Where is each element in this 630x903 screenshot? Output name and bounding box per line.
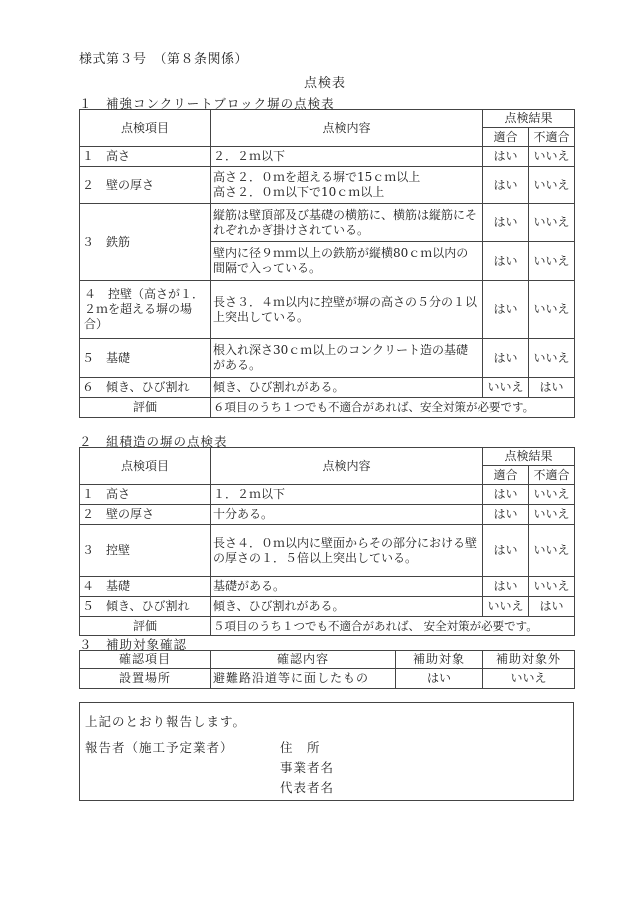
row-item: ４ 控壁（高さが１．２ｍを超える塀の場合） <box>80 281 211 339</box>
representative-name-label: 代表者名 <box>280 780 335 795</box>
row-content: 縦筋は壁頂部及び基礎の横筋に、横筋は縦筋にそれぞれかぎ掛けされている。 <box>211 204 483 242</box>
row-ng: はい <box>529 378 575 398</box>
row-item: ５ 基礎 <box>80 339 211 378</box>
row-content: 長さ４．０ｍ以内に壁面からその部分における壁の厚さの１．５倍以上突出している。 <box>211 525 483 577</box>
row-content: １．２ｍ以下 <box>211 485 483 505</box>
row-item: ２ 壁の厚さ <box>80 167 211 204</box>
row-item: ５ 傾き、ひび割れ <box>80 597 211 617</box>
table-row <box>80 204 575 242</box>
col-header-ineligible: 補助対象外 <box>483 651 575 669</box>
col-header-content: 点検内容 <box>211 448 483 485</box>
row-content <box>211 167 483 204</box>
table-row <box>80 485 575 505</box>
business-name-label: 事業者名 <box>280 760 335 775</box>
row-ok: はい <box>483 525 529 577</box>
row-ok: はい <box>483 167 529 204</box>
row-item: ３ 鉄筋 <box>80 204 211 281</box>
table-row <box>80 147 575 167</box>
col-header-result: 点検結果 <box>483 110 575 128</box>
address-label: 住 所 <box>280 740 321 755</box>
check-item: 設置場所 <box>80 669 211 689</box>
evaluation-text: ６項目のうち１つでも不適合があれば、安全対策が必要です。 <box>211 398 575 418</box>
table-row <box>80 669 575 689</box>
row-content: 根入れ深さ30ｃｍ以上のコンクリート造の基礎がある。 <box>211 339 483 378</box>
ineligible-value: いいえ <box>483 669 575 689</box>
row-ng: いいえ <box>529 339 575 378</box>
table-row <box>80 378 575 398</box>
evaluation-text: ５項目のうち１つでも不適合があれば、 安全対策が必要です。 <box>211 617 575 636</box>
row-ok: はい <box>483 204 529 242</box>
section3-table <box>79 650 575 689</box>
section1-heading: １ 補強コンクリートブロック塀の点検表 <box>79 96 335 111</box>
col-header-ok: 適合 <box>483 466 529 485</box>
row-content: 傾き、ひび割れがある。 <box>211 597 483 617</box>
row-item: ２ 壁の厚さ <box>80 505 211 525</box>
row-ng: いいえ <box>529 485 575 505</box>
row-ok: はい <box>483 147 529 167</box>
row-ok: はい <box>483 339 529 378</box>
row-ng: いいえ <box>529 242 575 281</box>
row-ng: いいえ <box>529 204 575 242</box>
document-title: 点検表 <box>304 76 347 91</box>
table-row <box>80 281 575 339</box>
row-ng: いいえ <box>529 577 575 597</box>
row-ok: はい <box>483 485 529 505</box>
table-row <box>80 525 575 577</box>
report-statement: 上記のとおり報告します。 <box>85 714 247 729</box>
row-content: 傾き、ひび割れがある。 <box>211 378 483 398</box>
row-ok: いいえ <box>483 597 529 617</box>
row-ng: いいえ <box>529 167 575 204</box>
table-row <box>80 339 575 378</box>
report-box <box>79 702 574 801</box>
row-ok: はい <box>483 505 529 525</box>
row-item: ４ 基礎 <box>80 577 211 597</box>
row-content: 長さ３．４ｍ以内に控壁が塀の高さの５分の１以上突出している。 <box>211 281 483 339</box>
section2-heading: ２ 組積造の塀の点検表 <box>79 434 228 449</box>
table-row <box>80 167 575 204</box>
evaluation-label: 評価 <box>80 398 211 418</box>
eligible-value: はい <box>396 669 483 689</box>
evaluation-row <box>80 617 575 636</box>
row-item: １ 高さ <box>80 147 211 167</box>
row-ok: はい <box>483 577 529 597</box>
col-header-eligible: 補助対象 <box>396 651 483 669</box>
table-row <box>80 597 575 617</box>
col-header-ng: 不適合 <box>529 466 575 485</box>
col-header-item: 点検項目 <box>80 110 211 147</box>
evaluation-row <box>80 398 575 418</box>
check-content: 避難路沿道等に面したもの <box>211 669 396 689</box>
form-number-label: 様式第３号 （第８条関係） <box>79 52 249 67</box>
col-header-ok: 適合 <box>483 128 529 147</box>
section2-table <box>79 447 575 636</box>
table-row <box>80 505 575 525</box>
evaluation-label: 評価 <box>80 617 211 636</box>
col-header-content: 点検内容 <box>211 110 483 147</box>
col-header-ng: 不適合 <box>529 128 575 147</box>
row-content: 十分ある。 <box>211 505 483 525</box>
col-header-check-content: 確認内容 <box>211 651 396 669</box>
content-line: 高さ２．０ｍを超える塀で15ｃｍ以上 <box>213 170 421 184</box>
row-item: １ 高さ <box>80 485 211 505</box>
row-ng: いいえ <box>529 525 575 577</box>
row-ng: いいえ <box>529 505 575 525</box>
row-content: ２．２ｍ以下 <box>211 147 483 167</box>
col-header-check-item: 確認項目 <box>80 651 211 669</box>
content-line: 高さ２．０ｍ以下で10ｃｍ以上 <box>213 185 385 199</box>
reporter-label: 報告者（施工予定業者） <box>85 740 234 755</box>
row-ok: いいえ <box>483 378 529 398</box>
row-item: ３ 控壁 <box>80 525 211 577</box>
table-row <box>80 577 575 597</box>
section3-heading: ３ 補助対象確認 <box>79 637 188 652</box>
row-item: ６ 傾き、ひび割れ <box>80 378 211 398</box>
row-content: 壁内に径９ｍｍ以上の鉄筋が縦横80ｃｍ以内の間隔で入っている。 <box>211 242 483 281</box>
row-ng: はい <box>529 597 575 617</box>
row-ng: いいえ <box>529 281 575 339</box>
col-header-item: 点検項目 <box>80 448 211 485</box>
section1-table <box>79 109 575 418</box>
col-header-result: 点検結果 <box>483 448 575 466</box>
row-content: 基礎がある。 <box>211 577 483 597</box>
row-ng: いいえ <box>529 147 575 167</box>
row-ok: はい <box>483 281 529 339</box>
row-ok: はい <box>483 242 529 281</box>
